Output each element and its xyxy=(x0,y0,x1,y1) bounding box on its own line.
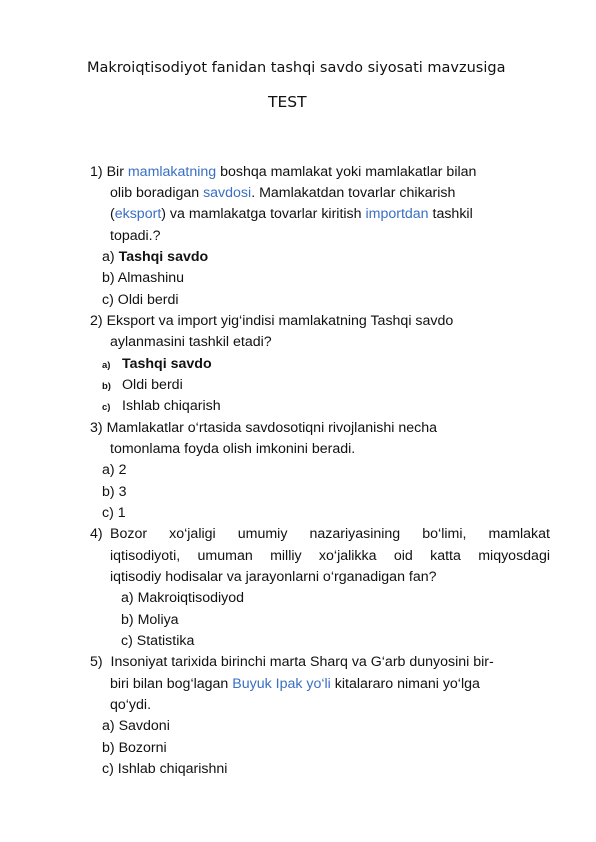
option-text: Statistika xyxy=(136,633,195,649)
option-label: c) xyxy=(102,402,111,413)
option-label: a) xyxy=(121,590,134,606)
option-label: c) xyxy=(102,505,114,521)
question-5-text: Insoniyat tarixida birinchi marta Sharq va G‘arb dunyosini bir- xyxy=(110,654,494,670)
highlight-savdosi: savdosi xyxy=(203,185,252,201)
question-1-text: olib boradigan xyxy=(110,185,204,201)
question-4-number: 4) xyxy=(90,526,103,542)
option-text: Oldi berdi xyxy=(117,292,179,308)
question-1-option-c xyxy=(102,290,179,311)
question-3-line-1 xyxy=(90,418,437,439)
question-5-line-1 xyxy=(90,652,494,673)
option-label: a) xyxy=(102,249,115,265)
question-1-text: ( xyxy=(110,206,115,222)
question-4-text: Bozor xo‘jaligi umumiy nazariyasining bo‘limi, mamlakat xyxy=(110,526,550,542)
question-1-line-2 xyxy=(110,183,455,204)
highlight-eksport: eksport xyxy=(114,206,162,222)
question-4-option-b xyxy=(121,610,179,631)
question-3-option-a xyxy=(102,460,126,481)
option-text: Savdoni xyxy=(118,718,170,734)
question-5-option-b xyxy=(102,738,167,759)
option-label: a) xyxy=(102,360,111,371)
option-text: Ishlab chiqarish xyxy=(122,398,221,414)
question-2-line-1 xyxy=(90,311,453,332)
question-1-text: ) va mamlakatga tovarlar kiritish xyxy=(161,206,366,222)
option-label: c) xyxy=(102,292,114,308)
question-1-text: boshqa mamlakat yoki mamlakatlar bilan xyxy=(216,164,477,180)
question-3-number: 3) xyxy=(90,420,103,436)
question-2-number: 2) xyxy=(90,313,103,329)
question-5-line-2 xyxy=(110,674,480,695)
question-3-text: Mamlakatlar o‘rtasida savdosotiqni rivojlanishi necha xyxy=(106,420,437,436)
question-1-number: 1) xyxy=(90,164,103,180)
option-text: 2 xyxy=(118,462,127,478)
question-5-line-3: qo‘ydi. xyxy=(110,697,152,713)
option-text: Ishlab chiqarishni xyxy=(117,761,228,777)
page-subtitle: TEST xyxy=(268,93,307,111)
option-text: Makroiqtisodiyod xyxy=(137,590,245,606)
question-5-text: biri bilan bog‘lagan xyxy=(110,676,233,692)
question-1-line-3 xyxy=(110,204,473,225)
question-4-option-c xyxy=(121,631,194,652)
question-5-text: kitalararo nimani yo‘lga xyxy=(330,676,480,692)
option-label: a) xyxy=(102,718,115,734)
option-label: b) xyxy=(102,381,111,392)
question-5-option-c xyxy=(102,759,227,780)
question-1-line-4: topadi.? xyxy=(110,228,161,244)
option-text: Tashqi savdo xyxy=(118,249,209,265)
page-title: Makroiqtisodiyot fanidan tashqi savdo siyosati mavzusiga xyxy=(87,60,506,76)
option-label: b) xyxy=(102,484,115,500)
question-4-line-3: iqtisodiy hodisalar va jarayonlarni o‘rganadigan fan? xyxy=(110,569,437,585)
question-1-option-b xyxy=(102,268,184,289)
question-5-option-a xyxy=(102,716,170,737)
option-label: a) xyxy=(102,462,115,478)
question-5-number: 5) xyxy=(90,654,103,670)
question-4-option-a xyxy=(121,588,244,609)
option-text: Bozorni xyxy=(118,740,167,756)
question-2-line-2: aylanmasini tashkil etadi? xyxy=(110,334,272,350)
option-label: c) xyxy=(121,633,133,649)
option-text: Moliya xyxy=(137,612,179,628)
highlight-mamlakatning: mamlakatning xyxy=(127,164,217,180)
question-1-text: Bir xyxy=(106,164,128,180)
question-1-text: . Mamlakatdan tovarlar chikarish xyxy=(251,185,456,201)
option-text: Oldi berdi xyxy=(122,377,183,393)
question-2-option-b xyxy=(102,375,183,397)
option-text: 1 xyxy=(117,505,126,521)
option-label: b) xyxy=(102,270,115,286)
question-3-line-2: tomonlama foyda olish imkonini beradi. xyxy=(110,441,356,457)
question-1-line-1 xyxy=(90,162,476,183)
question-3-option-c xyxy=(102,503,126,524)
highlight-importdan: importdan xyxy=(365,206,429,222)
question-2-option-a xyxy=(102,354,212,376)
highlight-buyuk-ipak-yoli: Buyuk Ipak yo‘li xyxy=(232,676,331,692)
option-text: Tashqi savdo xyxy=(122,356,212,372)
option-text: 3 xyxy=(118,484,127,500)
option-text: Almashinu xyxy=(117,270,185,286)
option-label: b) xyxy=(121,612,134,628)
question-3-option-b xyxy=(102,482,126,503)
option-label: b) xyxy=(102,740,115,756)
question-1-text: tashkil xyxy=(428,206,473,222)
question-2-option-c xyxy=(102,396,221,418)
question-1-option-a xyxy=(102,247,208,268)
question-2-text: Eksport va import yig‘indisi mamlakatning Tashqi savdo xyxy=(106,313,454,329)
question-4-line-2: iqtisodiyoti, umuman milliy xo‘jalikka oid katta miqyosdagi xyxy=(110,548,550,564)
option-label: c) xyxy=(102,761,114,777)
